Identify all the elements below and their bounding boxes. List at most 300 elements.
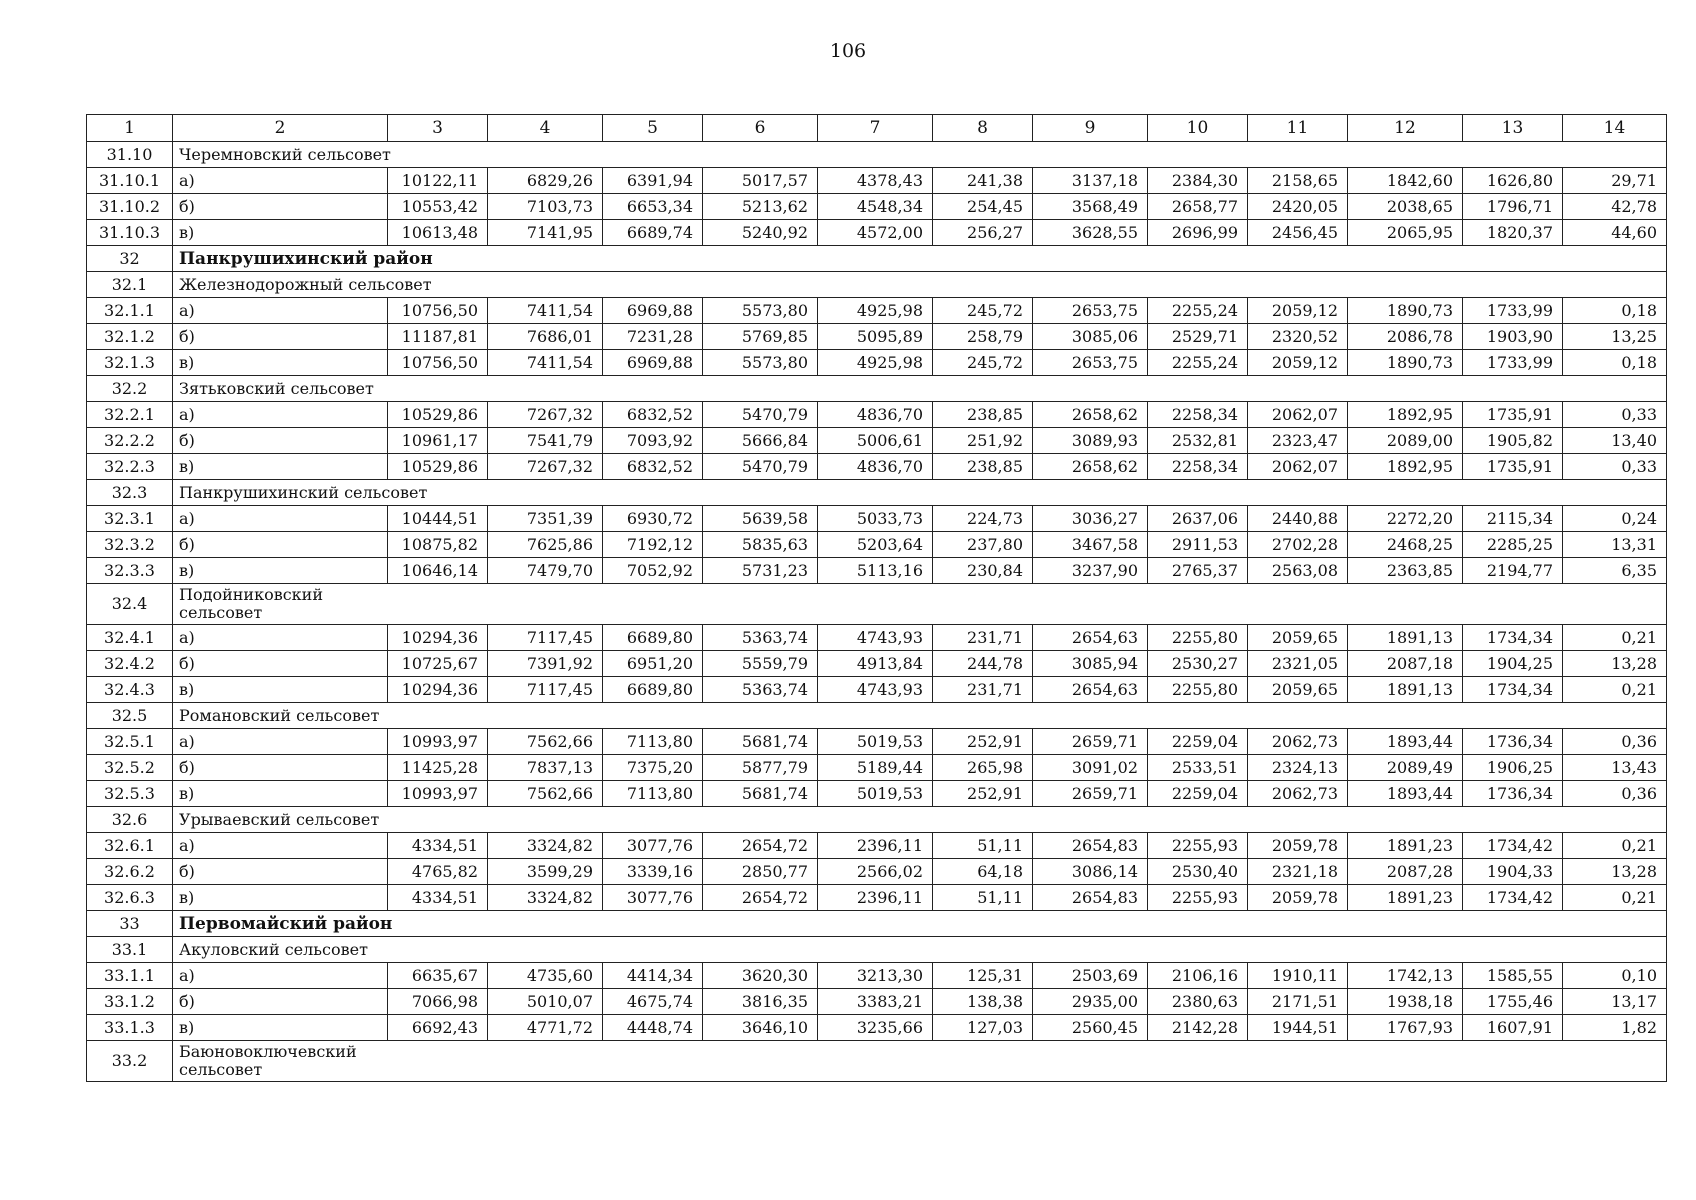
data-row [87, 402, 1667, 428]
value-cell: 0,21 [1563, 885, 1667, 911]
value-cell: 4765,82 [388, 859, 488, 885]
value-cell: 2529,71 [1148, 324, 1248, 350]
value-cell: 3599,29 [488, 859, 603, 885]
data-row [87, 989, 1667, 1015]
value-cell: 2911,53 [1148, 532, 1248, 558]
value-cell: 3077,76 [603, 885, 703, 911]
value-cell: 10756,50 [388, 298, 488, 324]
value-cell: 1842,60 [1348, 168, 1463, 194]
value-cell: 2259,04 [1148, 729, 1248, 755]
value-cell: 2659,71 [1033, 729, 1148, 755]
data-row [87, 1015, 1667, 1041]
header-cell: 8 [933, 115, 1033, 142]
value-cell: 10553,42 [388, 194, 488, 220]
value-cell: 1734,42 [1463, 833, 1563, 859]
value-cell: 3383,21 [818, 989, 933, 1015]
value-cell: 2194,77 [1463, 558, 1563, 584]
value-cell: 2658,77 [1148, 194, 1248, 220]
value-cell: 2323,47 [1248, 428, 1348, 454]
value-cell: 2171,51 [1248, 989, 1348, 1015]
value-cell: 7562,66 [488, 781, 603, 807]
value-cell: 2059,78 [1248, 833, 1348, 859]
value-cell: 1733,99 [1463, 350, 1563, 376]
value-cell: 2115,34 [1463, 506, 1563, 532]
header-cell: 6 [703, 115, 818, 142]
value-cell: 2065,95 [1348, 220, 1463, 246]
value-cell: 7411,54 [488, 298, 603, 324]
data-row [87, 558, 1667, 584]
value-cell: 238,85 [933, 402, 1033, 428]
row-number: 33.1.2 [87, 989, 173, 1015]
value-cell: 6969,88 [603, 298, 703, 324]
value-cell: 2255,80 [1148, 677, 1248, 703]
value-cell: 7267,32 [488, 402, 603, 428]
row-number: 32.6.3 [87, 885, 173, 911]
value-cell: 2566,02 [818, 859, 933, 885]
value-cell: 10613,48 [388, 220, 488, 246]
value-cell: 2637,06 [1148, 506, 1248, 532]
value-cell: 4334,51 [388, 885, 488, 911]
settlement-row [87, 142, 1667, 168]
value-cell: 237,80 [933, 532, 1033, 558]
value-cell: 6689,74 [603, 220, 703, 246]
value-cell: 7479,70 [488, 558, 603, 584]
row-number: 32.1.2 [87, 324, 173, 350]
row-number: 32.1 [87, 272, 173, 298]
value-cell: 3036,27 [1033, 506, 1148, 532]
value-cell: 29,71 [1563, 168, 1667, 194]
value-cell: 4414,34 [603, 963, 703, 989]
value-cell: 0,18 [1563, 298, 1667, 324]
value-cell: 2320,52 [1248, 324, 1348, 350]
value-cell: 5681,74 [703, 729, 818, 755]
value-cell: 7192,12 [603, 532, 703, 558]
value-cell: 64,18 [933, 859, 1033, 885]
value-cell: 4836,70 [818, 402, 933, 428]
value-cell: 1736,34 [1463, 781, 1563, 807]
value-cell: 10529,86 [388, 402, 488, 428]
value-cell: 6832,52 [603, 402, 703, 428]
value-cell: 2259,04 [1148, 781, 1248, 807]
value-cell: 2363,85 [1348, 558, 1463, 584]
value-cell: 4378,43 [818, 168, 933, 194]
value-cell: 6653,34 [603, 194, 703, 220]
value-cell: 2038,65 [1348, 194, 1463, 220]
value-cell: 2255,24 [1148, 350, 1248, 376]
value-cell: 2380,63 [1148, 989, 1248, 1015]
value-cell: 224,73 [933, 506, 1033, 532]
value-cell: 10646,14 [388, 558, 488, 584]
variant-label: а) [173, 168, 388, 194]
value-cell: 2396,11 [818, 833, 933, 859]
value-cell: 1734,34 [1463, 625, 1563, 651]
value-cell: 3089,93 [1033, 428, 1148, 454]
value-cell: 1736,34 [1463, 729, 1563, 755]
settlement-row [87, 480, 1667, 506]
value-cell: 1626,80 [1463, 168, 1563, 194]
value-cell: 1891,13 [1348, 677, 1463, 703]
value-cell: 2321,05 [1248, 651, 1348, 677]
value-cell: 1904,33 [1463, 859, 1563, 885]
value-cell: 11187,81 [388, 324, 488, 350]
value-cell: 2654,72 [703, 885, 818, 911]
value-cell: 0,33 [1563, 402, 1667, 428]
value-cell: 125,31 [933, 963, 1033, 989]
value-cell: 4675,74 [603, 989, 703, 1015]
value-cell: 5113,16 [818, 558, 933, 584]
value-cell: 7267,32 [488, 454, 603, 480]
value-cell: 2062,73 [1248, 729, 1348, 755]
value-cell: 6689,80 [603, 625, 703, 651]
value-cell: 4572,00 [818, 220, 933, 246]
value-cell: 7391,92 [488, 651, 603, 677]
value-cell: 7141,95 [488, 220, 603, 246]
variant-label: б) [173, 324, 388, 350]
settlement-title: Железнодорожный сельсовет [173, 272, 1667, 298]
value-cell: 1891,23 [1348, 833, 1463, 859]
value-cell: 4743,93 [818, 625, 933, 651]
header-cell: 13 [1463, 115, 1563, 142]
value-cell: 2059,78 [1248, 885, 1348, 911]
value-cell: 2158,65 [1248, 168, 1348, 194]
settlement-title: Зятьковский сельсовет [173, 376, 1667, 402]
value-cell: 10725,67 [388, 651, 488, 677]
row-number: 32.2.1 [87, 402, 173, 428]
variant-label: в) [173, 350, 388, 376]
header-cell: 4 [488, 115, 603, 142]
value-cell: 2255,93 [1148, 885, 1248, 911]
value-cell: 3324,82 [488, 885, 603, 911]
value-cell: 1742,13 [1348, 963, 1463, 989]
value-cell: 5877,79 [703, 755, 818, 781]
value-cell: 2059,12 [1248, 298, 1348, 324]
value-cell: 2321,18 [1248, 859, 1348, 885]
value-cell: 5189,44 [818, 755, 933, 781]
value-cell: 0,36 [1563, 781, 1667, 807]
row-number: 31.10.3 [87, 220, 173, 246]
value-cell: 7231,28 [603, 324, 703, 350]
value-cell: 1734,42 [1463, 885, 1563, 911]
value-cell: 7541,79 [488, 428, 603, 454]
value-cell: 2503,69 [1033, 963, 1148, 989]
value-cell: 10993,97 [388, 781, 488, 807]
value-cell: 4925,98 [818, 350, 933, 376]
data-row [87, 755, 1667, 781]
row-number: 31.10 [87, 142, 173, 168]
value-cell: 231,71 [933, 677, 1033, 703]
value-cell: 2087,28 [1348, 859, 1463, 885]
value-cell: 2258,34 [1148, 454, 1248, 480]
value-cell: 10875,82 [388, 532, 488, 558]
variant-label: б) [173, 194, 388, 220]
value-cell: 10294,36 [388, 677, 488, 703]
district-title: Панкрушихинский район [173, 246, 1667, 272]
value-cell: 5573,80 [703, 298, 818, 324]
value-cell: 10294,36 [388, 625, 488, 651]
value-cell: 5666,84 [703, 428, 818, 454]
variant-label: а) [173, 625, 388, 651]
value-cell: 5363,74 [703, 677, 818, 703]
row-number: 32.6 [87, 807, 173, 833]
value-cell: 13,28 [1563, 859, 1667, 885]
value-cell: 3086,14 [1033, 859, 1148, 885]
data-row [87, 324, 1667, 350]
value-cell: 2530,40 [1148, 859, 1248, 885]
value-cell: 3237,90 [1033, 558, 1148, 584]
value-cell: 244,78 [933, 651, 1033, 677]
variant-label: в) [173, 220, 388, 246]
value-cell: 5639,58 [703, 506, 818, 532]
value-cell: 5010,07 [488, 989, 603, 1015]
value-cell: 4913,84 [818, 651, 933, 677]
value-cell: 4743,93 [818, 677, 933, 703]
value-cell: 2255,93 [1148, 833, 1248, 859]
value-cell: 2653,75 [1033, 298, 1148, 324]
row-number: 32.5.2 [87, 755, 173, 781]
header-cell: 2 [173, 115, 388, 142]
settlement-title: Черемновский сельсовет [173, 142, 1667, 168]
value-cell: 138,38 [933, 989, 1033, 1015]
value-cell: 2324,13 [1248, 755, 1348, 781]
row-number: 32.5.3 [87, 781, 173, 807]
value-cell: 1893,44 [1348, 781, 1463, 807]
value-cell: 127,03 [933, 1015, 1033, 1041]
value-cell: 3628,55 [1033, 220, 1148, 246]
value-cell: 238,85 [933, 454, 1033, 480]
value-cell: 2533,51 [1148, 755, 1248, 781]
data-row [87, 677, 1667, 703]
value-cell: 3568,49 [1033, 194, 1148, 220]
data-row [87, 885, 1667, 911]
row-number: 32 [87, 246, 173, 272]
data-row [87, 168, 1667, 194]
settlement-row [87, 937, 1667, 963]
table-header-row [87, 115, 1667, 142]
value-cell: 5213,62 [703, 194, 818, 220]
value-cell: 2654,83 [1033, 885, 1148, 911]
value-cell: 2653,75 [1033, 350, 1148, 376]
value-cell: 251,92 [933, 428, 1033, 454]
value-cell: 7066,98 [388, 989, 488, 1015]
district-row [87, 246, 1667, 272]
value-cell: 6969,88 [603, 350, 703, 376]
variant-label: б) [173, 859, 388, 885]
row-number: 31.10.1 [87, 168, 173, 194]
value-cell: 252,91 [933, 781, 1033, 807]
row-number: 33 [87, 911, 173, 937]
value-cell: 13,43 [1563, 755, 1667, 781]
value-cell: 2850,77 [703, 859, 818, 885]
value-cell: 13,31 [1563, 532, 1667, 558]
header-cell: 14 [1563, 115, 1667, 142]
row-number: 32.4 [87, 584, 173, 625]
value-cell: 1585,55 [1463, 963, 1563, 989]
variant-label: б) [173, 532, 388, 558]
value-cell: 1734,34 [1463, 677, 1563, 703]
value-cell: 5470,79 [703, 454, 818, 480]
value-cell: 2532,81 [1148, 428, 1248, 454]
row-number: 32.6.1 [87, 833, 173, 859]
data-row [87, 781, 1667, 807]
row-number: 32.3.1 [87, 506, 173, 532]
value-cell: 2258,34 [1148, 402, 1248, 428]
settlement-title: Подойниковский сельсовет [173, 584, 1667, 625]
value-cell: 231,71 [933, 625, 1033, 651]
value-cell: 3620,30 [703, 963, 818, 989]
value-cell: 7113,80 [603, 729, 703, 755]
row-number: 32.2.3 [87, 454, 173, 480]
value-cell: 7411,54 [488, 350, 603, 376]
value-cell: 2255,80 [1148, 625, 1248, 651]
data-row [87, 350, 1667, 376]
value-cell: 2654,63 [1033, 677, 1148, 703]
value-cell: 0,18 [1563, 350, 1667, 376]
settlement-row [87, 584, 1667, 625]
value-cell: 1891,13 [1348, 625, 1463, 651]
value-cell: 2285,25 [1463, 532, 1563, 558]
value-cell: 7375,20 [603, 755, 703, 781]
value-cell: 7351,39 [488, 506, 603, 532]
value-cell: 3235,66 [818, 1015, 933, 1041]
header-cell: 5 [603, 115, 703, 142]
data-row [87, 625, 1667, 651]
value-cell: 1938,18 [1348, 989, 1463, 1015]
value-cell: 10756,50 [388, 350, 488, 376]
value-cell: 1892,95 [1348, 402, 1463, 428]
value-cell: 5240,92 [703, 220, 818, 246]
value-cell: 2440,88 [1248, 506, 1348, 532]
data-row [87, 963, 1667, 989]
value-cell: 0,21 [1563, 625, 1667, 651]
value-cell: 5033,73 [818, 506, 933, 532]
value-cell: 2420,05 [1248, 194, 1348, 220]
value-cell: 5017,57 [703, 168, 818, 194]
value-cell: 1735,91 [1463, 402, 1563, 428]
value-cell: 6391,94 [603, 168, 703, 194]
value-cell: 3085,06 [1033, 324, 1148, 350]
value-cell: 4925,98 [818, 298, 933, 324]
value-cell: 2702,28 [1248, 532, 1348, 558]
value-cell: 1890,73 [1348, 350, 1463, 376]
data-row [87, 220, 1667, 246]
value-cell: 3213,30 [818, 963, 933, 989]
settlement-row [87, 703, 1667, 729]
value-cell: 1755,46 [1463, 989, 1563, 1015]
value-cell: 2658,62 [1033, 454, 1148, 480]
value-cell: 3091,02 [1033, 755, 1148, 781]
row-number: 33.1.1 [87, 963, 173, 989]
value-cell: 10993,97 [388, 729, 488, 755]
value-cell: 2765,37 [1148, 558, 1248, 584]
value-cell: 2059,65 [1248, 625, 1348, 651]
settlement-row [87, 807, 1667, 833]
value-cell: 4836,70 [818, 454, 933, 480]
value-cell: 1735,91 [1463, 454, 1563, 480]
header-cell: 3 [388, 115, 488, 142]
data-row [87, 833, 1667, 859]
value-cell: 3646,10 [703, 1015, 818, 1041]
value-cell: 7562,66 [488, 729, 603, 755]
variant-label: а) [173, 298, 388, 324]
value-cell: 10444,51 [388, 506, 488, 532]
value-cell: 1796,71 [1463, 194, 1563, 220]
data-row [87, 651, 1667, 677]
value-cell: 0,36 [1563, 729, 1667, 755]
value-cell: 2456,45 [1248, 220, 1348, 246]
value-cell: 2086,78 [1348, 324, 1463, 350]
value-cell: 4735,60 [488, 963, 603, 989]
settlement-row [87, 376, 1667, 402]
value-cell: 2106,16 [1148, 963, 1248, 989]
header-cell: 11 [1248, 115, 1348, 142]
variant-label: в) [173, 454, 388, 480]
value-cell: 265,98 [933, 755, 1033, 781]
value-cell: 1893,44 [1348, 729, 1463, 755]
value-cell: 10529,86 [388, 454, 488, 480]
settlement-title: Акуловский сельсовет [173, 937, 1667, 963]
variant-label: а) [173, 506, 388, 532]
value-cell: 3339,16 [603, 859, 703, 885]
value-cell: 2384,30 [1148, 168, 1248, 194]
district-title: Первомайский район [173, 911, 1667, 937]
value-cell: 1903,90 [1463, 324, 1563, 350]
value-cell: 2272,20 [1348, 506, 1463, 532]
value-cell: 11425,28 [388, 755, 488, 781]
value-cell: 2059,12 [1248, 350, 1348, 376]
value-cell: 2089,49 [1348, 755, 1463, 781]
row-number: 32.5.1 [87, 729, 173, 755]
value-cell: 5203,64 [818, 532, 933, 558]
variant-label: в) [173, 558, 388, 584]
value-cell: 1906,25 [1463, 755, 1563, 781]
value-cell: 1,82 [1563, 1015, 1667, 1041]
value-cell: 0,33 [1563, 454, 1667, 480]
value-cell: 6635,67 [388, 963, 488, 989]
settlement-title: Романовский сельсовет [173, 703, 1667, 729]
value-cell: 3077,76 [603, 833, 703, 859]
settlement-title: Урываевский сельсовет [173, 807, 1667, 833]
header-cell: 7 [818, 115, 933, 142]
row-number: 32.6.2 [87, 859, 173, 885]
value-cell: 3137,18 [1033, 168, 1148, 194]
value-cell: 5835,63 [703, 532, 818, 558]
value-cell: 7113,80 [603, 781, 703, 807]
data-row [87, 859, 1667, 885]
row-number: 32.5 [87, 703, 173, 729]
value-cell: 2468,25 [1348, 532, 1463, 558]
value-cell: 2654,72 [703, 833, 818, 859]
value-cell: 6692,43 [388, 1015, 488, 1041]
value-cell: 2658,62 [1033, 402, 1148, 428]
value-cell: 4548,34 [818, 194, 933, 220]
value-cell: 1820,37 [1463, 220, 1563, 246]
value-cell: 7625,86 [488, 532, 603, 558]
row-number: 32.1.1 [87, 298, 173, 324]
value-cell: 2089,00 [1348, 428, 1463, 454]
value-cell: 3467,58 [1033, 532, 1148, 558]
settlement-row [87, 1041, 1667, 1082]
value-cell: 44,60 [1563, 220, 1667, 246]
tariff-table [86, 114, 1667, 1082]
value-cell: 42,78 [1563, 194, 1667, 220]
value-cell: 1607,91 [1463, 1015, 1563, 1041]
value-cell: 7837,13 [488, 755, 603, 781]
value-cell: 2396,11 [818, 885, 933, 911]
value-cell: 1905,82 [1463, 428, 1563, 454]
value-cell: 13,28 [1563, 651, 1667, 677]
value-cell: 6829,26 [488, 168, 603, 194]
value-cell: 1944,51 [1248, 1015, 1348, 1041]
